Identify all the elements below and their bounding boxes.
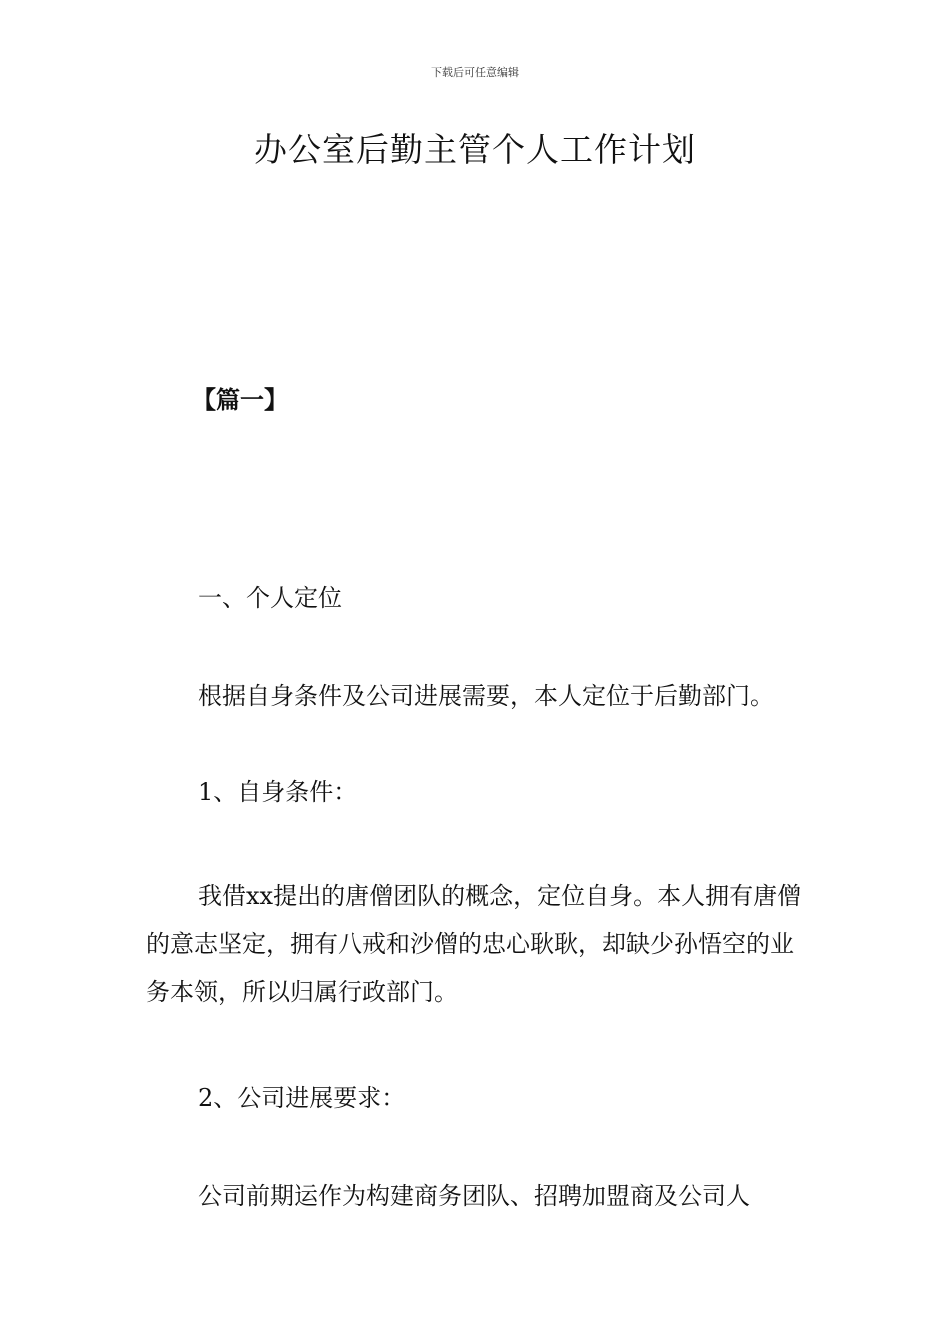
section-heading-personal-position: 一、个人定位 <box>198 584 342 612</box>
paragraph-position-summary: 根据自身条件及公司进展需要，本人定位于后勤部门。 <box>198 682 774 710</box>
paragraph-own-conditions: 我借xx提出的唐僧团队的概念，定位自身。本人拥有唐僧的意志坚定，拥有八戒和沙僧的忠心耿耿，却缺少孙悟空的业务本领，所以归属行政部门。 <box>146 882 802 1006</box>
paragraph-company-requirements: 公司前期运作为构建商务团队、招聘加盟商及公司人 <box>198 1182 750 1210</box>
page-title: 办公室后勤主管个人工作计划 <box>254 130 696 169</box>
subheading-own-conditions: 1、自身条件： <box>198 778 358 806</box>
section-marker: 【篇一】 <box>192 386 288 414</box>
header-note: 下载后可任意编辑 <box>431 66 519 79</box>
subheading-company-requirements: 2、公司进展要求： <box>198 1084 406 1112</box>
